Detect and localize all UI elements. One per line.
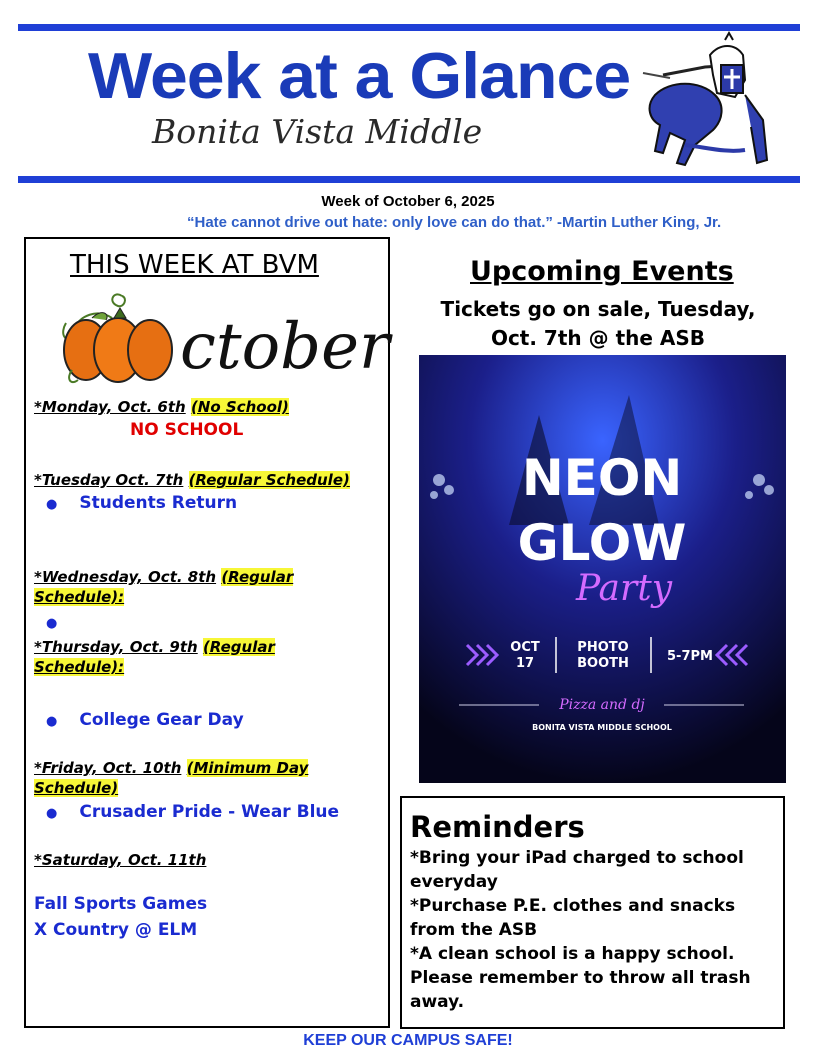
poster-school: BONITA VISTA MIDDLE SCHOOL [532, 723, 672, 732]
bullet-icon: ● [46, 497, 58, 512]
poster-line-1: NEON [521, 449, 683, 507]
saturday-line-2: X Country @ ELM [34, 920, 198, 940]
friday-tag: (Minimum Day Schedule) [34, 759, 309, 797]
tuesday-tag: (Regular Schedule) [188, 471, 350, 489]
reminder-item: *A clean school is a happy school. Please remember to throw all trash away. [410, 944, 751, 1012]
thursday-label: *Thursday, Oct. 9th [34, 638, 198, 656]
reminder-item: *Purchase P.E. clothes and snacks from the ASB [410, 896, 736, 940]
no-school-note: NO SCHOOL [130, 420, 244, 440]
friday-bullet [46, 802, 339, 822]
this-week-title: THIS WEEK AT BVM [70, 250, 319, 280]
knight-mascot-logo [625, 35, 775, 170]
tuesday-bullet-text: Students Return [79, 493, 238, 513]
october-word: ctober [180, 310, 390, 384]
wednesday-label: *Wednesday, Oct. 8th [34, 568, 217, 586]
poster-time: 5-7PM [667, 649, 713, 664]
friday-label: *Friday, Oct. 10th [34, 759, 182, 777]
poster-photo-1: PHOTO [577, 640, 629, 655]
bullet-icon: ● [46, 616, 58, 631]
thursday-heading [34, 637, 334, 677]
upcoming-events-title: Upcoming Events [470, 256, 734, 287]
neon-glow-party-poster [419, 355, 786, 783]
bullet-icon: ● [46, 714, 58, 729]
wednesday-heading [34, 567, 334, 607]
poster-date-day: 17 [515, 656, 535, 671]
top-rule [18, 24, 800, 31]
thursday-bullet-text: College Gear Day [79, 710, 244, 730]
tickets-line-2: Oct. 7th @ the ASB [490, 326, 706, 350]
saturday-heading [34, 850, 206, 870]
poster-script: Party [575, 568, 673, 609]
footer-slogan: KEEP OUR CAMPUS SAFE! [303, 1032, 513, 1049]
poster-pizza: Pizza and dj [559, 697, 645, 713]
wednesday-bullet [46, 612, 79, 632]
reminders-title: Reminders [410, 810, 585, 844]
wednesday-tag: (Regular Schedule): [34, 568, 294, 606]
tuesday-label: *Tuesday Oct. 7th [34, 471, 184, 489]
saturday-line-1: Fall Sports Games [34, 894, 208, 914]
header-bottom-rule [18, 176, 800, 183]
bullet-icon: ● [46, 806, 58, 821]
saturday-label: *Saturday, Oct. 11th [34, 851, 207, 869]
quote: “Hate cannot drive out hate: only love can do that.” -Martin Luther King, Jr. [187, 214, 722, 231]
school-name: Bonita Vista Middle [152, 112, 483, 151]
friday-bullet-text: Crusader Pride - Wear Blue [79, 802, 340, 822]
monday-heading [34, 397, 289, 417]
thursday-bullet [46, 710, 244, 730]
friday-heading [34, 758, 344, 798]
tuesday-heading [34, 470, 350, 490]
poster-line-2: GLOW [517, 514, 687, 572]
october-pumpkin-art [52, 288, 390, 390]
poster-photo-2: BOOTH [577, 656, 629, 671]
tuesday-bullet [46, 493, 237, 513]
thursday-tag: (Regular Schedule): [34, 638, 275, 676]
reminder-item: *Bring your iPad charged to school everyday [410, 848, 744, 892]
monday-tag: (No School) [190, 398, 289, 416]
monday-label: *Monday, Oct. 6th [34, 398, 186, 416]
page-title: Week at a Glance [88, 39, 631, 113]
week-of-date: Week of October 6, 2025 [321, 193, 495, 210]
reminders-list [410, 846, 770, 1014]
tickets-note [418, 295, 778, 353]
tickets-line-1: Tickets go on sale, Tuesday, [440, 297, 756, 321]
poster-date: OCT [510, 640, 540, 655]
